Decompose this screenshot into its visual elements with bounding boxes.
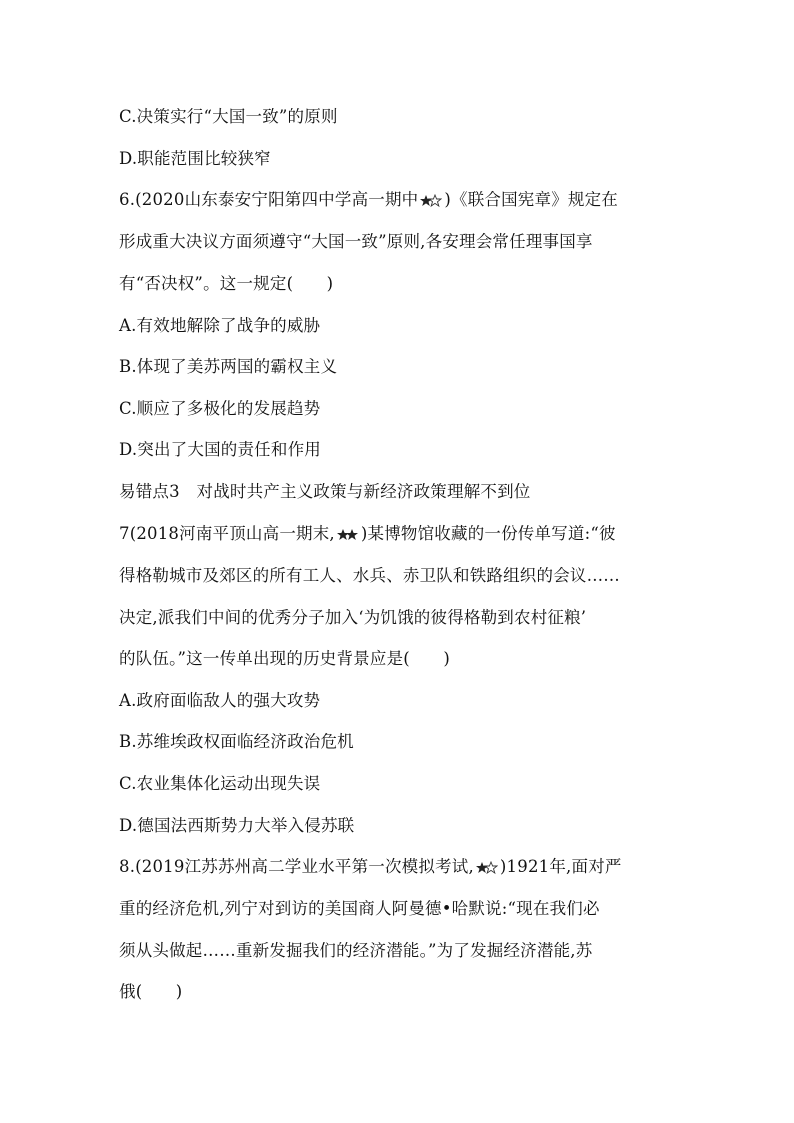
question-6-line-1 xyxy=(119,189,719,211)
question-8-line-3: 须从头做起……重新发掘我们的经济潜能。”为了发掘经济潜能,苏 xyxy=(119,941,593,960)
option-d-q5: D.职能范围比较狭窄 xyxy=(119,149,271,168)
option-a-q6: A.有效地解除了战争的威胁 xyxy=(119,316,321,335)
two-star-difficulty-icon xyxy=(476,861,498,875)
question-7-source: 7(2018河南平顶山高一期末, xyxy=(119,524,335,543)
question-6-line-2: 形成重大决议方面须遵守“大国一致”原则,各安理会常任理事国享 xyxy=(119,232,593,251)
question-8-text: )1921年,面对严 xyxy=(499,857,622,876)
question-7-line-3: 决定,派我们中间的优秀分子加入‘为饥饿的彼得格勒到农村征粮’ xyxy=(119,608,587,627)
option-d-q6: D.突出了大国的责任和作用 xyxy=(119,440,321,459)
question-7-line-1 xyxy=(119,523,719,545)
question-7-text: )某博物馆收藏的一份传单写道:“彼 xyxy=(360,524,616,543)
question-8-line-4: 俄( ) xyxy=(119,982,183,1001)
question-7-line-4: 的队伍。”这一传单出现的历史背景应是( ) xyxy=(119,649,450,668)
option-c-q6: C.顺应了多极化的发展趋势 xyxy=(119,399,321,418)
option-c-q7: C.农业集体化运动出现失误 xyxy=(119,774,321,793)
option-c-q5: C.决策实行“大国一致”的原则 xyxy=(119,107,338,126)
question-7-line-2: 得格勒城市及郊区的所有工人、水兵、赤卫队和铁路组织的会议…… xyxy=(119,566,620,585)
question-8-line-1 xyxy=(119,856,719,878)
section-heading-error-point-3: 易错点3 对战时共产主义政策与新经济政策理解不到位 xyxy=(119,482,531,501)
question-6-line-3: 有“否决权”。这一规定( ) xyxy=(119,274,334,293)
option-b-q7: B.苏维埃政权面临经济政治危机 xyxy=(119,732,354,751)
question-8-source: 8.(2019江苏苏州高二学业水平第一次模拟考试, xyxy=(119,857,474,876)
question-6-text: )《联合国宪章》规定在 xyxy=(444,190,619,209)
two-star-difficulty-icon xyxy=(420,194,442,208)
question-8-line-2: 重的经济危机,列宁对到访的美国商人阿曼德•哈默说:“现在我们必 xyxy=(119,899,600,918)
option-d-q7: D.德国法西斯势力大举入侵苏联 xyxy=(119,816,355,835)
two-star-difficulty-icon xyxy=(337,528,359,542)
option-b-q6: B.体现了美苏两国的霸权主义 xyxy=(119,357,338,376)
question-6-source: 6.(2020山东泰安宁阳第四中学高一期中 xyxy=(119,190,419,209)
option-a-q7: A.政府面临敌人的强大攻势 xyxy=(119,691,321,710)
